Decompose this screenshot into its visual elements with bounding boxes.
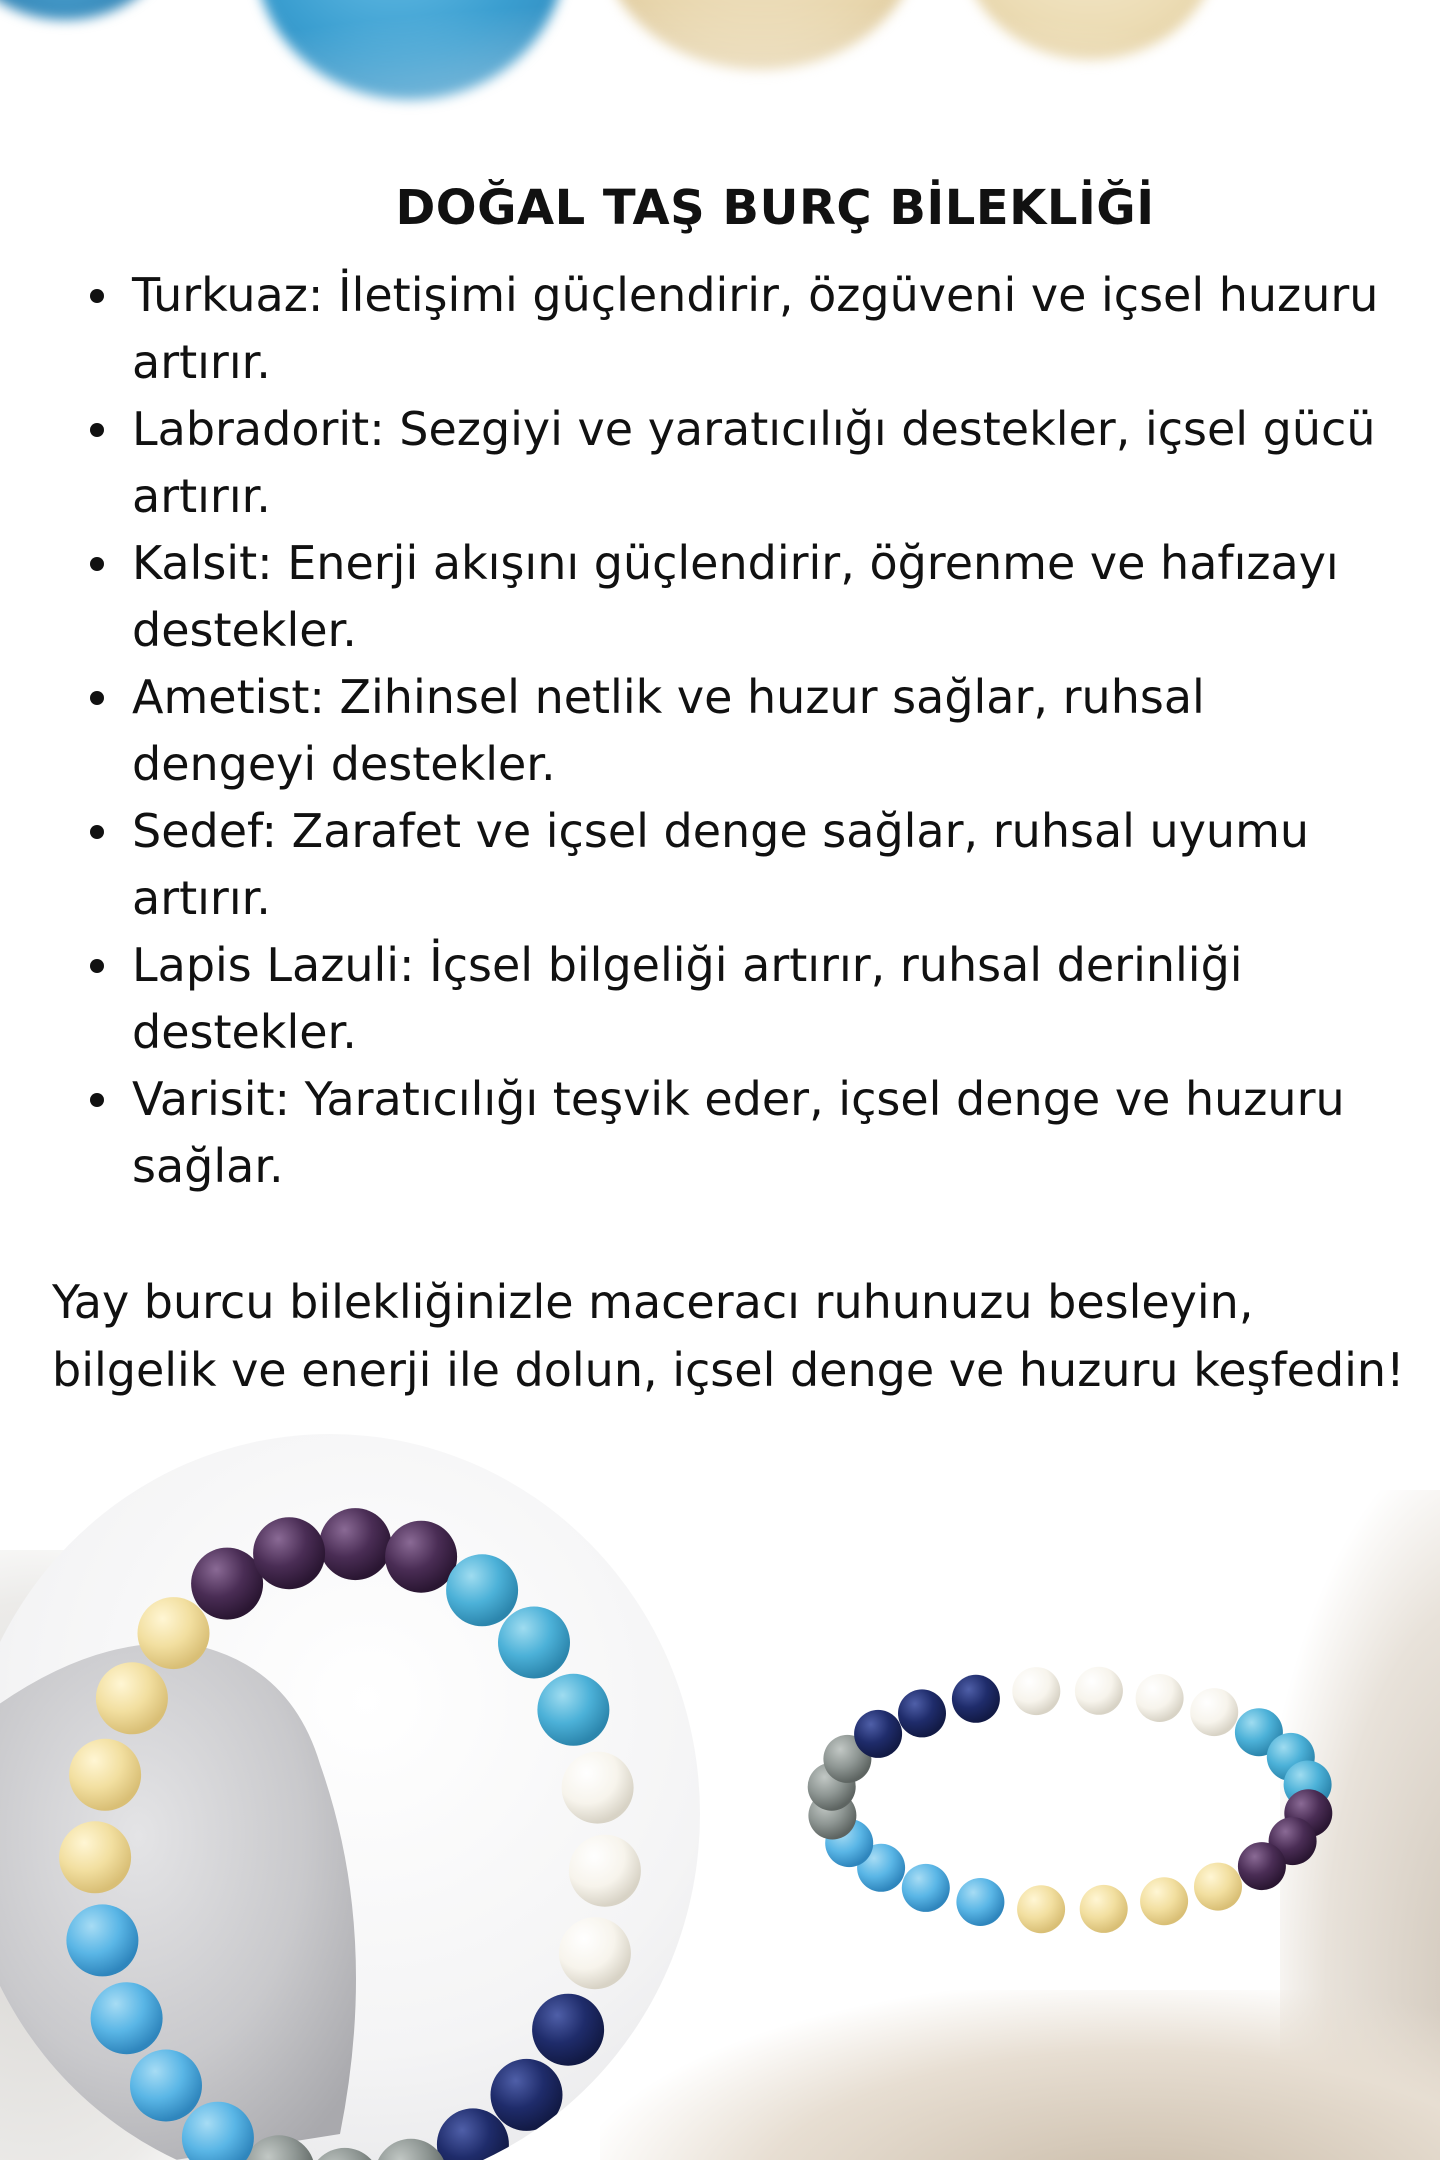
variscite-bead [446,1554,518,1626]
top-decorative-beads [0,0,1440,120]
list-item [88,664,1388,798]
closing-paragraph [52,1268,1412,1404]
pearl-bead [1012,1667,1060,1715]
list-item [88,932,1388,1066]
list-item-text: Labradorit: Sezgiyi ve yaratıcılığı destekler, içsel gücü artırır. [132,402,1376,523]
bullet-dot-icon [90,423,104,437]
lapis-bead [532,1994,604,2066]
bullet-dot-icon [90,1093,104,1107]
list-item [88,798,1388,932]
labradorite-bead [375,2139,447,2160]
list-item [88,262,1388,396]
bracelet-flat-illustration [790,1650,1350,1960]
list-item-text: Sedef: Zarafet ve içsel denge sağlar, ruhsal uyumu artırır. [132,804,1310,925]
variscite-bead [498,1607,570,1679]
pearl-bead [569,1835,641,1907]
pearl-bead [562,1752,634,1824]
list-item-text: Ametist: Zihinsel netlik ve huzur sağlar, ruhsal dengeyi destekler. [132,670,1205,791]
lapis-bead [898,1689,946,1737]
calcite-bead [69,1739,141,1811]
list-item [88,396,1388,530]
list-item-text: Kalsit: Enerji akışını güçlendirir, öğrenme ve hafızayı destekler. [132,536,1339,657]
turquoise-bead [956,1878,1004,1926]
closing-line: bilgelik ve enerji ile dolun, içsel denge ve huzuru keşfedin! [52,1343,1405,1397]
product-photo-area [0,1430,1440,2160]
list-item-text: Lapis Lazuli: İçsel bilgeliği artırır, ruhsal derinliği destekler. [132,938,1243,1059]
closing-line: Yay burcu bilekliğinizle maceracı ruhunuzu besleyin, [52,1275,1254,1329]
amethyst-bead [1238,1842,1286,1890]
bullet-dot-icon [90,691,104,705]
calcite-bead [59,1821,131,1893]
calcite-bead [1017,1885,1065,1933]
bullet-dot-icon [90,557,104,571]
background-shade [600,1990,1440,2160]
white-fade-overlay [0,0,1440,120]
calcite-bead [1194,1863,1242,1911]
amethyst-bead [191,1548,263,1620]
bullet-dot-icon [90,289,104,303]
pearl-bead [1190,1688,1238,1736]
calcite-bead [96,1662,168,1734]
bracelet-on-stone-photo [0,1434,700,2160]
list-item-text: Varisit: Yaratıcılığı teşvik eder, içsel denge ve huzuru sağlar. [132,1072,1345,1193]
lapis-bead [854,1710,902,1758]
variscite-bead [537,1674,609,1746]
page-title: DOĞAL TAŞ BURÇ BİLEKLİĞİ [395,180,1155,237]
stone-feature-list [88,262,1388,1200]
calcite-bead [138,1597,210,1669]
list-item [88,1066,1388,1200]
amethyst-bead [319,1508,391,1580]
pearl-bead [1075,1667,1123,1715]
calcite-bead [1080,1885,1128,1933]
list-item [88,530,1388,664]
list-item-text: Turkuaz: İletişimi güçlendirir, özgüveni ve içsel huzuru artırır. [132,268,1379,389]
bullet-dot-icon [90,959,104,973]
turquoise-bead [91,1982,163,2054]
bracelet-on-stone-illustration [0,1434,700,2160]
bullet-dot-icon [90,825,104,839]
bracelet-flat-photo [790,1650,1350,1960]
lapis-bead [491,2059,563,2131]
turquoise-bead [130,2050,202,2122]
turquoise-bead [66,1904,138,1976]
amethyst-bead [253,1517,325,1589]
pearl-bead [559,1917,631,1989]
turquoise-bead [902,1864,950,1912]
lapis-bead [952,1675,1000,1723]
calcite-bead [1140,1877,1188,1925]
amethyst-bead [385,1521,457,1593]
pearl-bead [1136,1674,1184,1722]
labradorite-bead [309,2148,381,2160]
